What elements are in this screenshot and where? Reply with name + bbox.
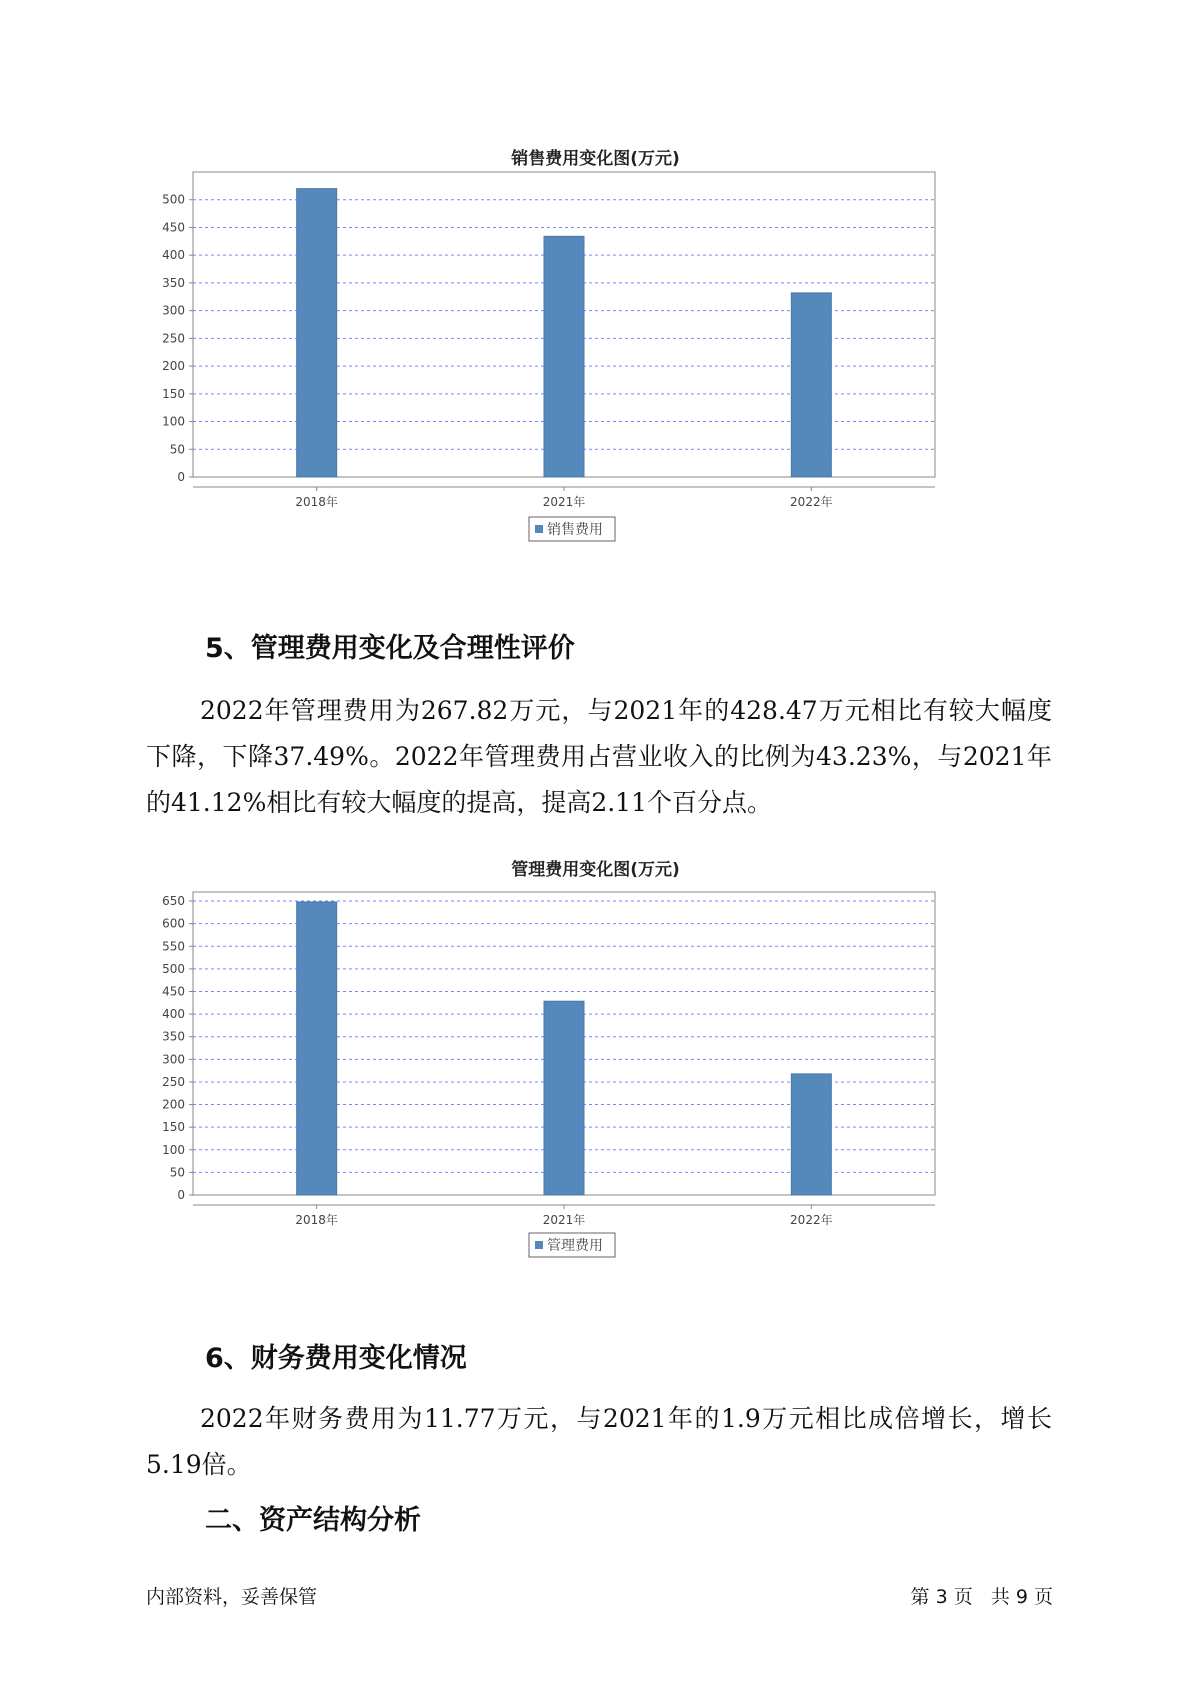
legend-label: 管理费用 <box>547 1238 603 1254</box>
legend-swatch <box>535 1241 543 1249</box>
admin-expense-chart <box>150 885 1030 1260</box>
y-tick-label: 550 <box>162 939 185 954</box>
y-tick-label: 450 <box>162 984 185 999</box>
admin-expense-chart-title: 管理费用变化图(万元) <box>511 860 680 880</box>
bar <box>791 293 831 477</box>
section-two-heading: 二、资产结构分析 <box>205 1505 421 1536</box>
y-tick-label: 450 <box>162 220 185 235</box>
y-tick-label: 100 <box>162 1142 185 1157</box>
legend <box>529 517 615 541</box>
footer-confidential-note: 内部资料，妥善保管 <box>146 1586 318 1608</box>
y-tick-label: 250 <box>162 1074 185 1089</box>
bar <box>297 902 337 1195</box>
y-tick-label: 100 <box>162 414 185 429</box>
y-tick-label: 0 <box>177 470 185 484</box>
y-tick-label: 150 <box>162 1120 185 1135</box>
legend-label: 销售费用 <box>547 522 603 538</box>
y-tick-label: 500 <box>162 961 185 976</box>
y-tick-label: 200 <box>162 359 185 374</box>
section-5-heading: 5、管理费用变化及合理性评价 <box>205 633 575 664</box>
y-tick-label: 400 <box>162 1007 185 1022</box>
y-tick-label: 350 <box>162 1029 185 1044</box>
bar <box>297 189 337 477</box>
x-tick-label: 2022年 <box>790 1213 833 1227</box>
y-tick-label: 500 <box>162 192 185 207</box>
y-tick-label: 150 <box>162 386 185 401</box>
y-tick-label: 50 <box>169 1165 185 1180</box>
x-tick-label: 2021年 <box>542 495 586 509</box>
section-6-heading: 6、财务费用变化情况 <box>205 1343 467 1374</box>
legend-swatch <box>535 525 543 533</box>
x-tick-label: 2018年 <box>295 1213 338 1227</box>
x-tick-label: 2018年 <box>295 495 338 509</box>
bar <box>791 1074 831 1195</box>
x-tick-label: 2022年 <box>790 495 833 509</box>
x-tick-label: 2021年 <box>542 1213 586 1227</box>
y-tick-label: 400 <box>162 248 185 263</box>
sales-expense-chart <box>150 170 1030 550</box>
y-tick-label: 300 <box>162 1052 185 1067</box>
footer-page-number: 第 3 页 共 9 页 <box>910 1586 1053 1608</box>
legend <box>529 1233 615 1257</box>
y-tick-label: 350 <box>162 275 185 290</box>
y-tick-label: 250 <box>162 331 185 346</box>
bar <box>544 1001 584 1195</box>
y-tick-label: 600 <box>162 916 185 931</box>
bar <box>544 236 584 477</box>
section-6-paragraph: 2022年财务费用为11.77万元，与2021年的1.9万元相比成倍增长，增长5.19倍。 <box>146 1404 1052 1479</box>
y-tick-label: 200 <box>162 1097 185 1112</box>
section-5-paragraph: 2022年管理费用为267.82万元，与2021年的428.47万元相比有较大幅度下降，下降37.49%。2022年管理费用占营业收入的比例为43.23%，与2021年的41.12%相比有较大幅度的提高，提高2.11个百分点。 <box>146 696 1052 817</box>
y-tick-label: 50 <box>169 442 185 457</box>
y-tick-label: 650 <box>162 894 185 909</box>
y-tick-label: 0 <box>177 1188 185 1202</box>
y-tick-label: 300 <box>162 303 185 318</box>
sales-expense-chart-title: 销售费用变化图(万元) <box>511 149 680 169</box>
